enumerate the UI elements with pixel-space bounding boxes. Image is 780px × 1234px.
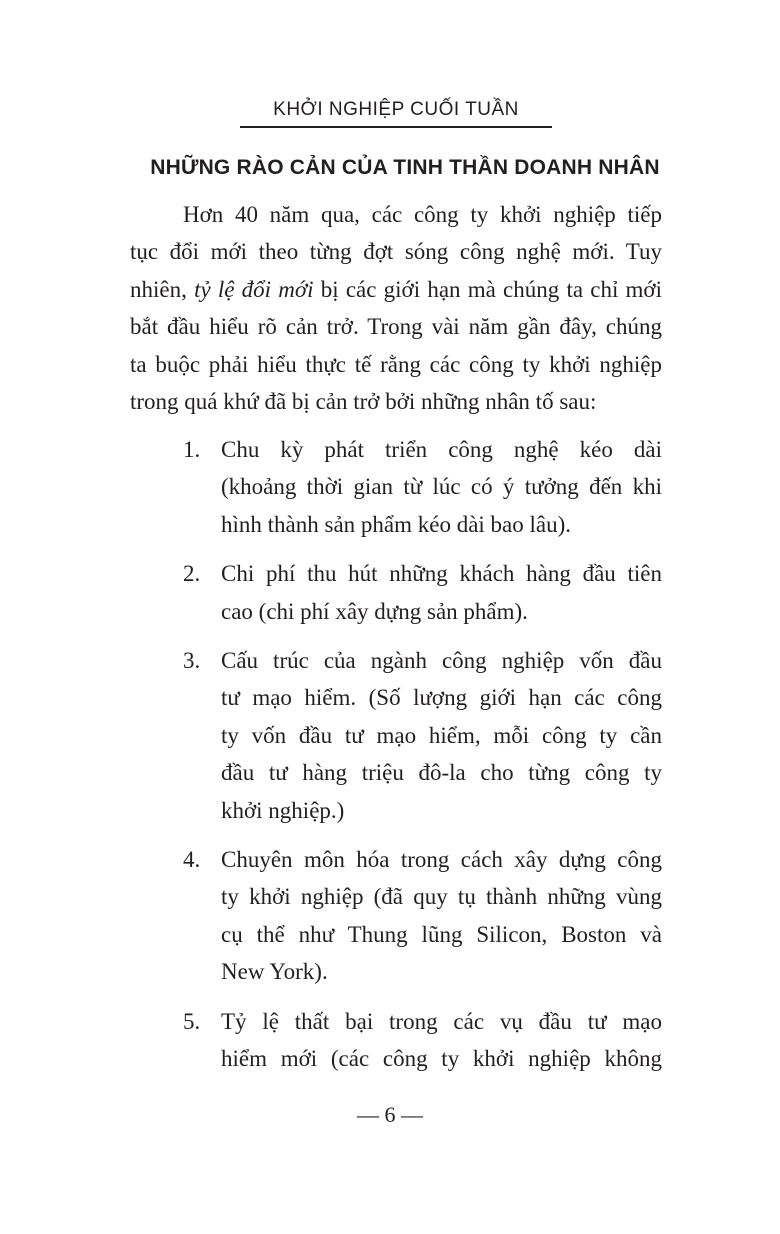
page-number: — 6 —: [357, 1102, 423, 1127]
list-item-line: Chuyên môn hóa trong cách xây dựng công: [221, 847, 662, 873]
list-item-number: 4.: [183, 847, 201, 873]
list-item-line: hình thành sản phẩm kéo dài bao lâu).: [221, 511, 572, 537]
list-item-number: 2.: [183, 561, 201, 587]
running-header-title: KHỞI NGHIỆP CUỐI TUẦN: [273, 99, 519, 120]
intro-paragraph: [130, 196, 662, 420]
list-item-line: khởi nghiệp.): [221, 797, 345, 823]
list-item: [130, 1003, 662, 1078]
list-item-line: Chu kỳ phát triển công nghệ kéo dài: [221, 437, 662, 462]
list-item-line: ty vốn đầu tư mạo hiểm, mỗi công ty cần: [221, 722, 662, 748]
list-item-line: đầu tư hàng triệu đô-la cho từng công ty: [221, 760, 662, 786]
list-item-line: Cấu trúc của ngành công nghiệp vốn đầu: [221, 648, 662, 674]
intro-line: trong quá khứ đã bị cản trở bởi những nhân tố sau:: [130, 389, 597, 415]
list-item-line: cụ thể như Thung lũng Silicon, Boston và: [221, 921, 662, 947]
list-item: [130, 431, 662, 543]
intro-line: bắt đầu hiểu rõ cản trở. Trong vài năm gần đây, chúng: [130, 314, 662, 340]
list-item-number: 1.: [183, 437, 201, 462]
list-item-line: (khoảng thời gian từ lúc có ý tưởng đến khi: [221, 474, 662, 500]
intro-text: bị các giới hạn mà chúng ta chỉ mới: [313, 276, 662, 302]
intro-line: tục đổi mới theo từng đợt sóng công nghệ mới. Tuy: [130, 239, 662, 265]
list-item: [130, 555, 662, 630]
list-item-number: 3.: [183, 648, 201, 674]
intro-line: ta buộc phải hiểu thực tế rằng các công ty khởi nghiệp: [130, 351, 662, 377]
intro-line: Hơn 40 năm qua, các công ty khởi nghiệp tiếp: [183, 202, 662, 227]
list-item-line: cao (chi phí xây dựng sản phẩm).: [221, 598, 528, 624]
list-item-line: Chi phí thu hút những khách hàng đầu tiên: [221, 561, 662, 587]
barriers-list: [130, 431, 662, 1090]
emphasis-text: tỷ lệ đổi mới: [194, 276, 314, 302]
intro-line: [130, 271, 662, 308]
list-item-number: 5.: [183, 1008, 201, 1034]
section-heading: NHỮNG RÀO CẢN CỦA TINH THẦN DOANH NHÂN: [150, 156, 660, 179]
list-item-line: ty khởi nghiệp (đã quy tụ thành những vùng: [221, 884, 662, 910]
list-item-line: hiểm mới (các công ty khởi nghiệp không: [221, 1046, 662, 1072]
list-item-line: New York).: [221, 959, 328, 985]
header-rule: [240, 126, 552, 128]
list-item-line: Tỷ lệ thất bại trong các vụ đầu tư mạo: [221, 1008, 662, 1034]
intro-text: nhiên,: [130, 276, 195, 302]
list-item: [130, 841, 662, 991]
list-item-line: tư mạo hiểm. (Số lượng giới hạn các công: [221, 685, 662, 711]
list-item: [130, 642, 662, 829]
